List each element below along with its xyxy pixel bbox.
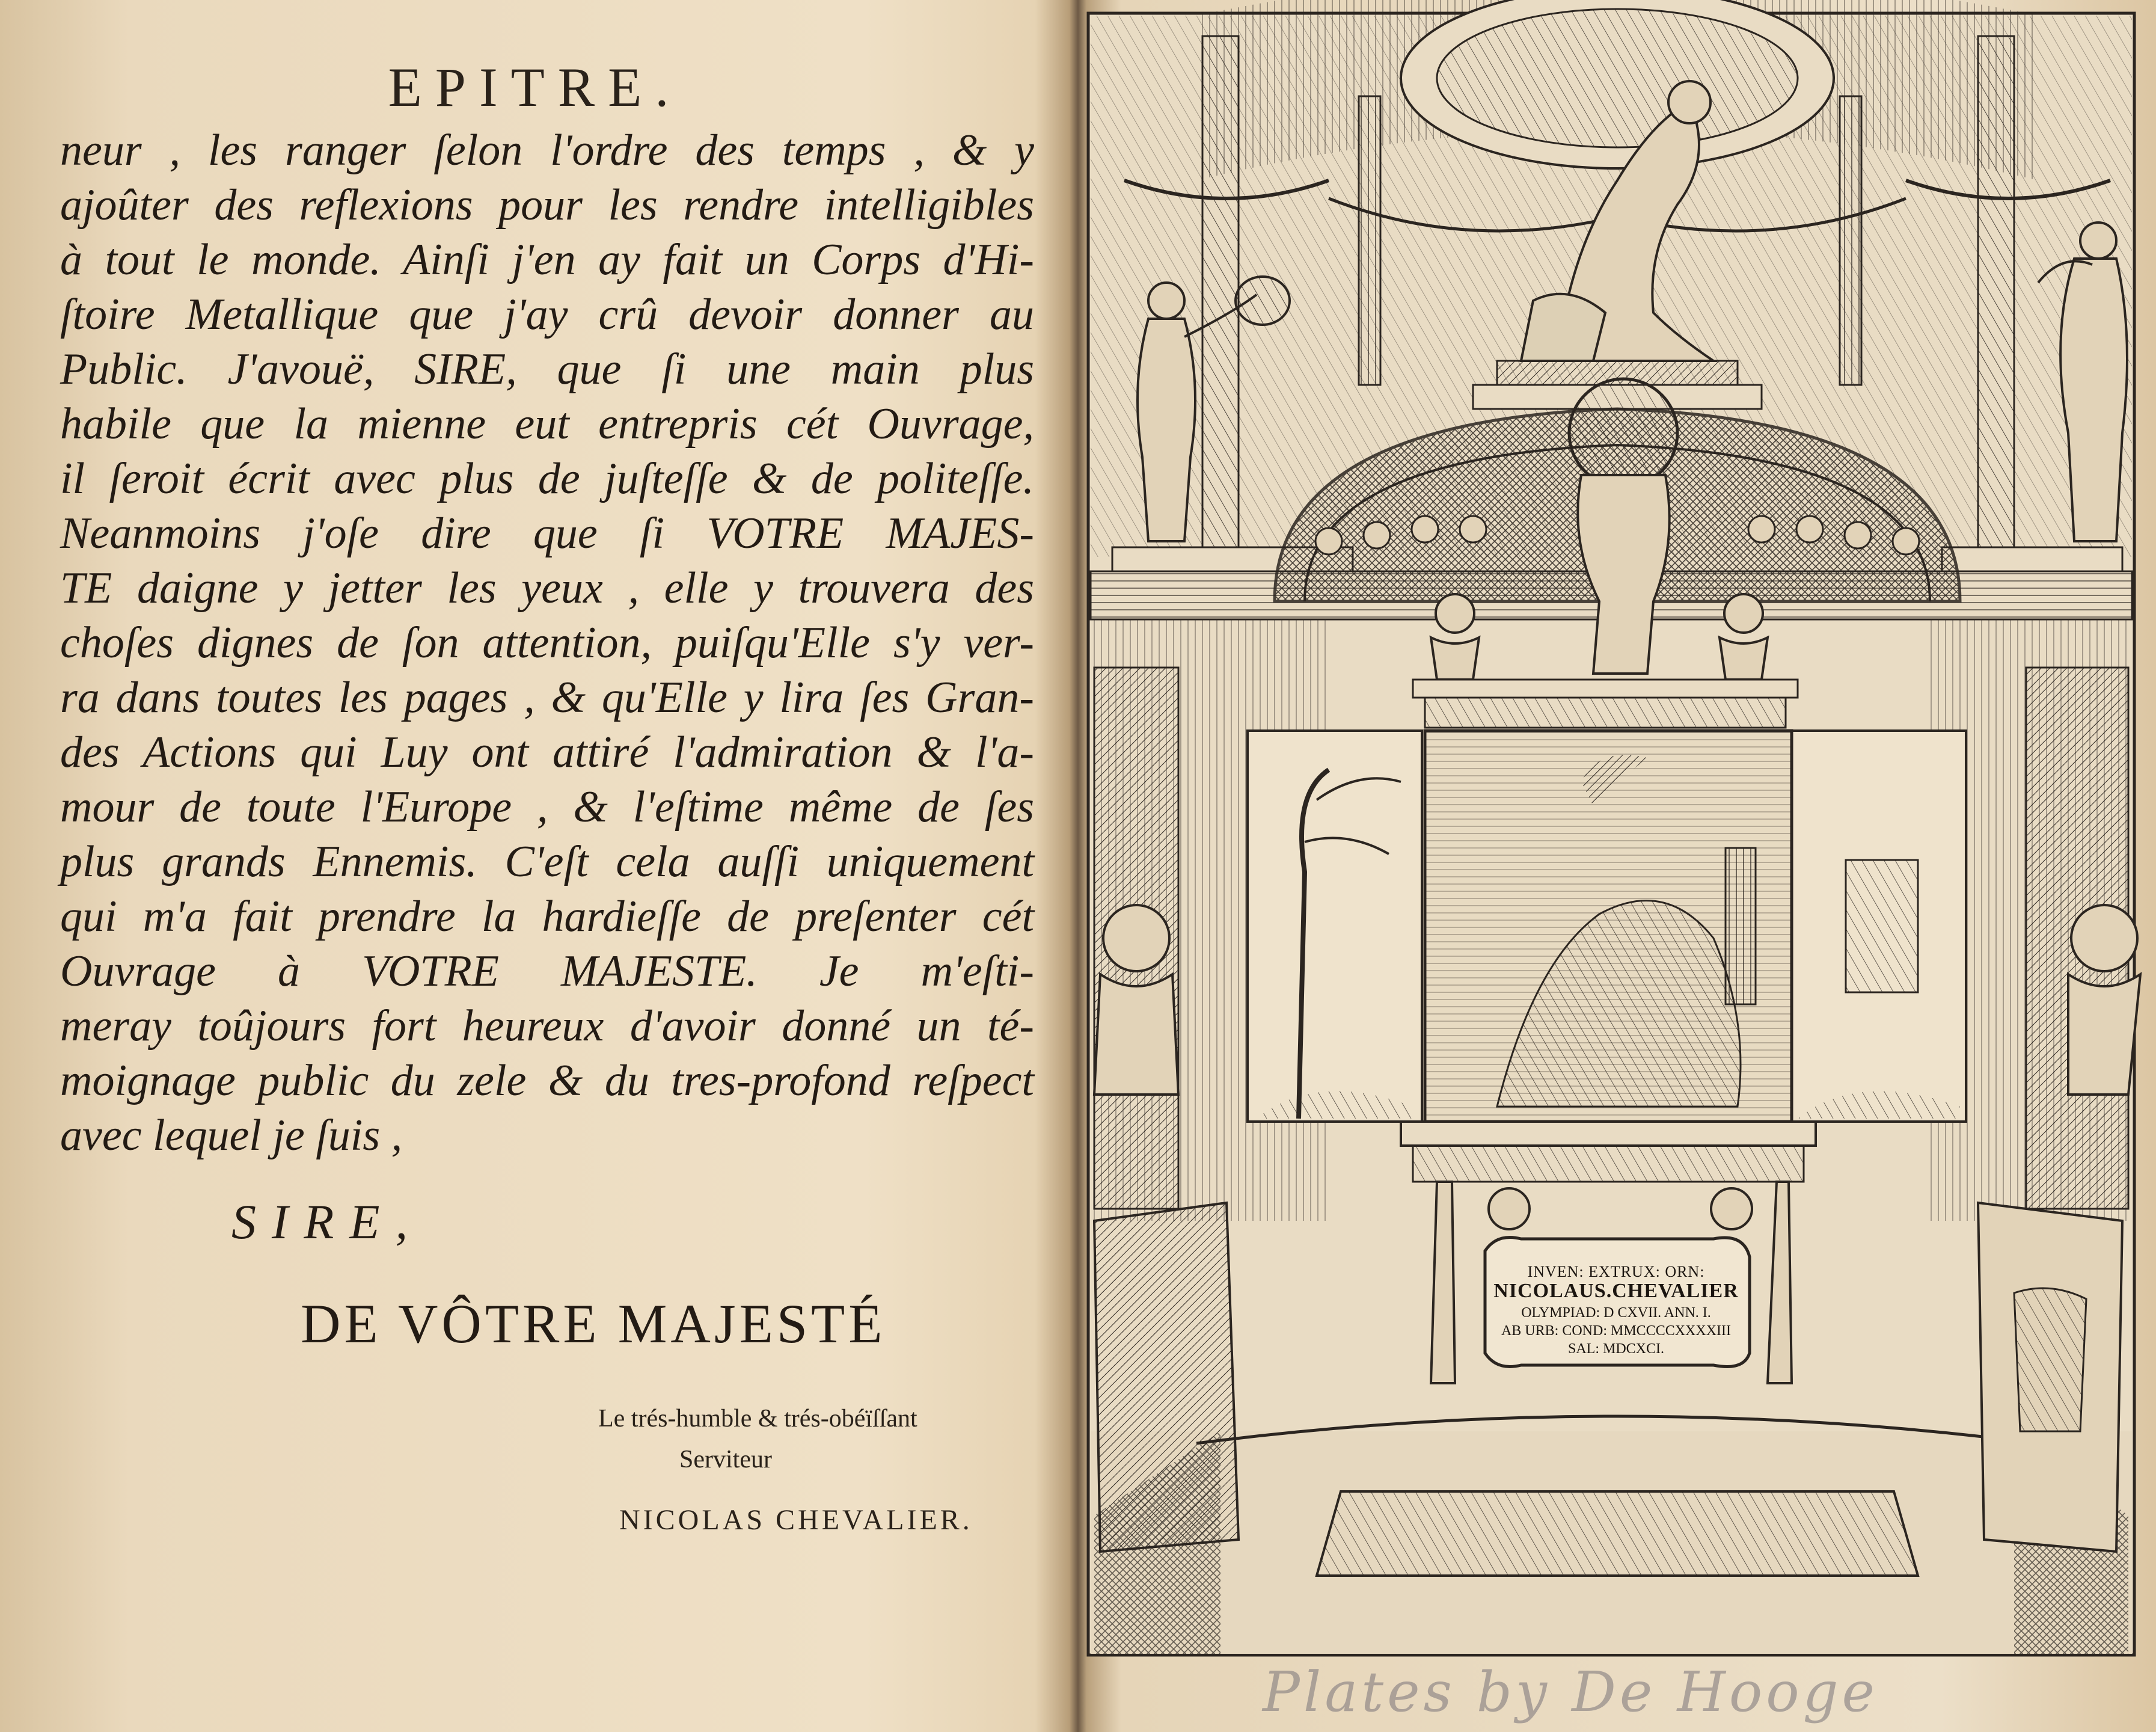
text-line: ajoûter des reflexions pour les rendre intelligibles	[60, 180, 1034, 230]
text-line: ra dans toutes les pages , & qu'Elle y lira ſes Gran-	[60, 673, 1034, 722]
page-header: EPITRE.	[388, 57, 682, 118]
text-line: à tout le monde. Ainſi j'en ay fait un Corps d'Hi-	[60, 235, 1034, 284]
text-line: des Actions qui Luy ont attiré l'admiration & l'a-	[60, 728, 1034, 777]
text-line: TE daigne y jetter les yeux , elle y trouvera des	[60, 564, 1034, 613]
closing-line: DE VÔTRE MAJESTÉ	[301, 1293, 886, 1354]
signature-humble: Le trés-humble & trés-obéïſſant	[598, 1405, 917, 1433]
text-line: moignage public du zele & du tres-profond reſpect	[60, 1056, 1034, 1105]
frontispiece-engraving	[1076, 0, 2156, 1732]
signature-servant: Serviteur	[679, 1446, 772, 1473]
text-line: neur , les ranger ſelon l'ordre des temps , & y	[60, 126, 1034, 175]
text-line: plus grands Ennemis. C'eſt cela auſſi uniquement	[60, 837, 1034, 886]
epistle-body	[60, 123, 1034, 1163]
text-line: choſes dignes de ſon attention, puiſqu'Elle s'y ver-	[60, 618, 1034, 668]
pencil-annotation: Plates by De Hooge	[1263, 1660, 1878, 1724]
signature-name: NICOLAS CHEVALIER.	[619, 1504, 973, 1536]
right-page	[1076, 0, 2156, 1732]
cartouche-line-5: SAL: MDCXCI.	[1567, 1341, 1665, 1357]
text-line: qui m'a fait prendre la hardieſſe de preſenter cét	[60, 892, 1034, 941]
text-line: ſtoire Metallique que j'ay crû devoir donner au	[60, 290, 1034, 339]
left-page	[0, 0, 1070, 1732]
text-line: avec lequel je ſuis ,	[60, 1111, 403, 1160]
cartouche-line-1: INVEN: EXTRUX: ORN:	[1527, 1263, 1705, 1280]
text-line: Ouvrage à VOTRE MAJESTE. Je m'eſti-	[60, 947, 1034, 996]
text-line: il ſeroit écrit avec plus de juſteſſe & de politeſſe.	[60, 454, 1034, 503]
cartouche-line-3: OLYMPIAD: D CXVII. ANN. I.	[1521, 1305, 1711, 1321]
text-line: Public. J'avouë, SIRE, que ſi une main plus	[60, 345, 1034, 394]
text-line: Neanmoins j'oſe dire que ſi VOTRE MAJES-	[60, 509, 1034, 558]
text-line: mour de toute l'Europe , & l'eſtime même de ſes	[60, 782, 1034, 832]
salutation: SIRE,	[231, 1194, 423, 1249]
cartouche-line-4: AB URB: COND: MMCCCCXXXXIII	[1501, 1323, 1732, 1339]
text-line: habile que la mienne eut entrepris cét Ouvrage,	[60, 399, 1034, 449]
cartouche-line-2: NICOLAUS.CHEVALIER	[1493, 1280, 1739, 1302]
text-line: meray toûjours fort heureux d'avoir donné un té-	[60, 1001, 1034, 1051]
